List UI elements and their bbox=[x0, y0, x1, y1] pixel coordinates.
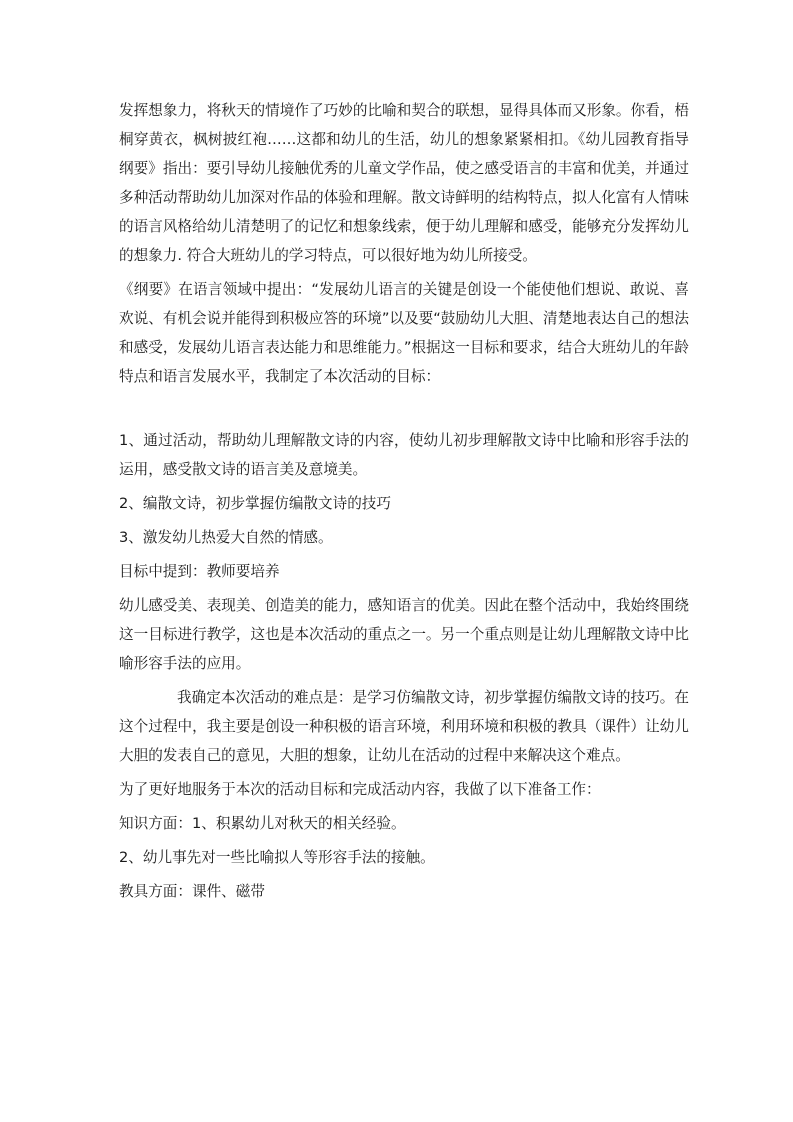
goal-item-1: 1、通过活动，帮助幼儿理解散文诗的内容，使幼儿初步理解散文诗中比喻和形容手法的运用，感受散文诗的语言美及意境美。 bbox=[119, 432, 689, 478]
prep-knowledge-1: 知识方面：1、积累幼儿对秋天的相关经验。 bbox=[119, 815, 406, 832]
paragraph-guideline: 《纲要》在语言领域中提出：“发展幼儿语言的关键是创设一个能使他们想说、敢说、喜欢说、有机会说并能得到积极应答的环境”以及要“鼓励幼儿大胆、清楚地表达自己的想法和感受，发展幼儿语言表达能力和思维能力。”根据这一目标和要求，结合大班幼儿的年龄特点和语言发展水平，我制定了本次活动的目标： bbox=[119, 281, 689, 385]
paragraph-preparation: 为了更好地服务于本次的活动目标和完成活动内容，我做了以下准备工作： bbox=[119, 781, 601, 798]
goal-item-3: 3、激发幼儿热爱大自然的情感。 bbox=[119, 529, 333, 546]
goal-item-2: 2、编散文诗，初步掌握仿编散文诗的技巧 bbox=[119, 495, 391, 512]
paragraph-key-points: 幼儿感受美、表现美、创造美的能力，感知语言的优美。因此在整个活动中，我始终围绕这一目标进行教学，这也是本次活动的重点之一。另一个重点则是让幼儿理解散文诗中比喻形容手法的应用。 bbox=[119, 597, 689, 672]
document-page bbox=[119, 96, 689, 906]
paragraph-difficulty: 我确定本次活动的难点是：是学习仿编散文诗，初步掌握仿编散文诗的技巧。在这个过程中，我主要是创设一种积极的语言环境，利用环境和积极的教具（课件）让幼儿大胆的发表自己的意见，大胆的想象，让幼儿在活动的过程中来解决这个难点。 bbox=[119, 689, 689, 764]
paragraph-goal-mention: 目标中提到：教师要培养 bbox=[119, 563, 280, 580]
paragraph-intro: 发挥想象力，将秋天的情境作了巧妙的比喻和契合的联想，显得具体而又形象。你看，梧桐穿黄衣，枫树披红袍……这都和幼儿的生活，幼儿的想象紧紧相扣。《幼儿园教育指导纲要》指出：要引导幼儿接触优秀的儿童文学作品，使之感受语言的丰富和优美，并通过多种活动帮助幼儿加深对作品的体验和理解。散文诗鲜明的结构特点，拟人化富有人情味的语言风格给幼儿清楚明了的记忆和想象线索，便于幼儿理解和感受，能够充分发挥幼儿的想象力. 符合大班幼儿的学习特点，可以很好地为幼儿所接受。 bbox=[119, 102, 689, 264]
prep-teaching-aids: 教具方面：课件、磁带 bbox=[119, 883, 265, 900]
prep-knowledge-2: 2、幼儿事先对一些比喻拟人等形容手法的接触。 bbox=[119, 849, 435, 866]
